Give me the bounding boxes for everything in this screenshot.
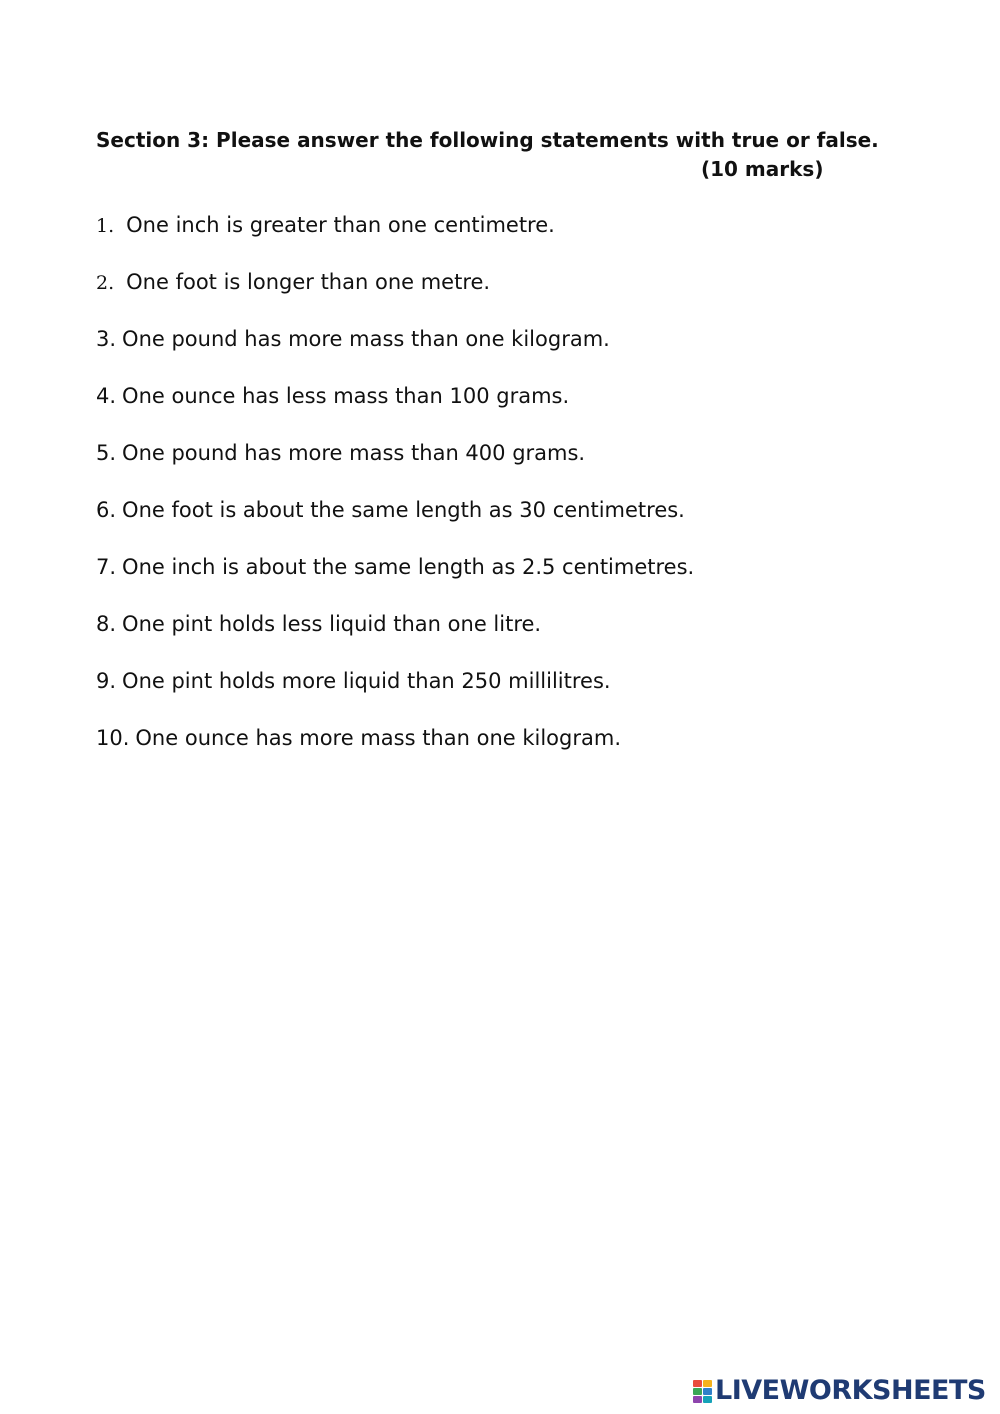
statement-7 xyxy=(96,553,694,581)
statement-text: One pound has more mass than one kilogram. xyxy=(122,327,610,351)
statement-number: 3. xyxy=(96,327,117,351)
statement-1 xyxy=(96,211,555,240)
statement-text: One foot is longer than one metre. xyxy=(126,270,491,294)
statement-number: 2. xyxy=(96,272,115,294)
statement-number: 7. xyxy=(96,555,117,579)
statement-text: One inch is greater than one centimetre. xyxy=(126,213,555,237)
statement-8 xyxy=(96,610,541,638)
liveworksheets-brand xyxy=(692,1374,986,1408)
statement-10 xyxy=(96,724,621,752)
statement-number: 5. xyxy=(96,441,117,465)
statement-number: 4. xyxy=(96,384,117,408)
statement-number: 9. xyxy=(96,669,117,693)
section-heading: Section 3: Please answer the following statements with true or false. xyxy=(96,128,879,152)
statement-text: One inch is about the same length as 2.5 centimetres. xyxy=(122,555,695,579)
statement-text: One pint holds more liquid than 250 millilitres. xyxy=(122,669,611,693)
statement-number: 6. xyxy=(96,498,117,522)
statement-number: 10. xyxy=(96,726,130,750)
statement-number: 8. xyxy=(96,612,117,636)
statement-text: One pound has more mass than 400 grams. xyxy=(122,441,586,465)
statement-2 xyxy=(96,268,490,297)
statement-3 xyxy=(96,325,610,353)
liveworksheets-logo-icon xyxy=(692,1379,712,1403)
statement-9 xyxy=(96,667,611,695)
brand-name: LIVEWORKSHEETS xyxy=(715,1375,986,1406)
statement-5 xyxy=(96,439,585,467)
statement-number: 1. xyxy=(96,215,115,237)
statement-text: One ounce has less mass than 100 grams. xyxy=(122,384,570,408)
statement-4 xyxy=(96,382,569,410)
statement-text: One ounce has more mass than one kilogram. xyxy=(135,726,621,750)
statement-text: One foot is about the same length as 30 centimetres. xyxy=(122,498,685,522)
statement-6 xyxy=(96,496,685,524)
statement-text: One pint holds less liquid than one litre. xyxy=(122,612,542,636)
section-marks: (10 marks) xyxy=(701,157,824,181)
